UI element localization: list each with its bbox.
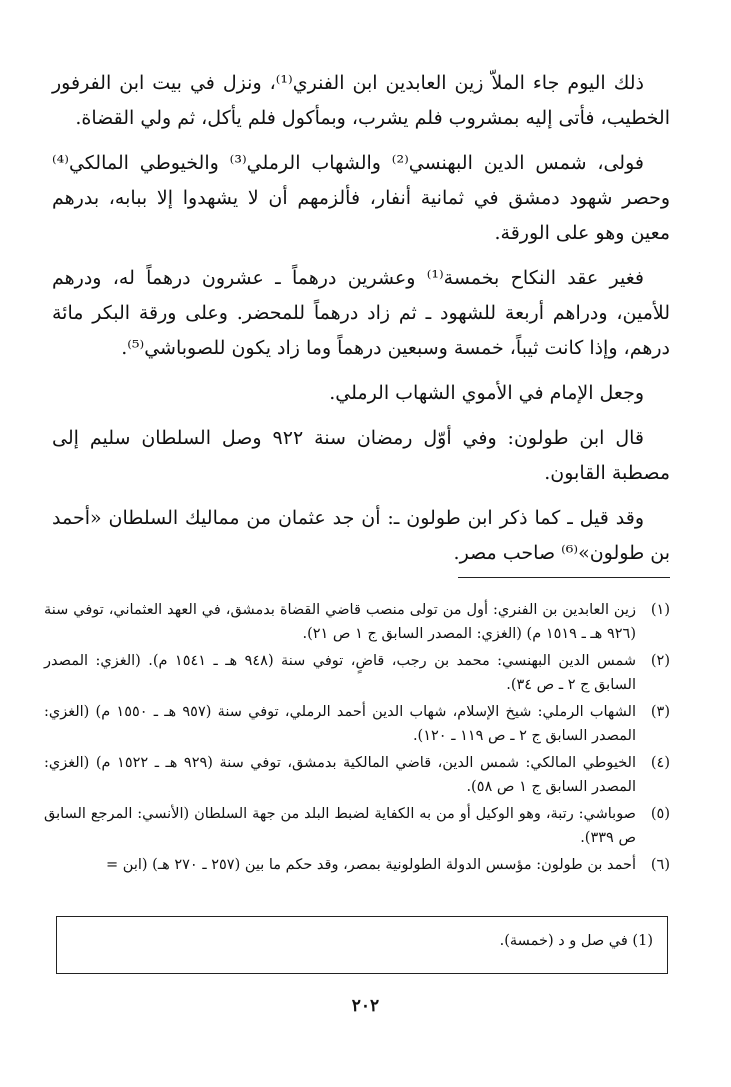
footnote-text: صوباشي: رتبة، وهو الوكيل أو من به الكفاية لضبط البلد من جهة السلطان (الأنسي: المرجع السابق ص ٣٣٩). bbox=[44, 806, 636, 846]
footnote bbox=[44, 649, 670, 697]
footnote-separator bbox=[458, 577, 670, 578]
footnote-number: (٢) bbox=[650, 653, 670, 669]
footnote bbox=[44, 598, 670, 646]
footnote-number: (٥) bbox=[650, 806, 670, 822]
footnote-text: أحمد بن طولون: مؤسس الدولة الطولونية بمصر، وقد حكم ما بين (٢٥٧ ـ ٢٧٠ هـ) (ابن = bbox=[106, 857, 636, 873]
page-number: ٢٠٢ bbox=[351, 996, 380, 1016]
footnote-text: شمس الدين البهنسي: محمد بن رجب، قاضٍ، توفي سنة (٩٤٨ هـ ـ ١٥٤١ م). (الغزي: المصدر السابق ج ٢ ـ ص ٣٤). bbox=[44, 653, 636, 693]
footnote-number: (١) bbox=[650, 602, 670, 618]
footnote-text: زين العابدين بن الفنري: أول من تولى منصب قاضي القضاة بدمشق، في العهد العثماني، توفي سنة (٩٢٦ هـ ـ ١٥١٩ م) (الغزي: المصدر السابق ج ١ ص ٢١). bbox=[44, 602, 636, 642]
footnote-number: (٦) bbox=[650, 857, 670, 873]
footnote bbox=[44, 751, 670, 799]
paragraph-3: فغير عقد النكاح بخمسة⁽¹⁾ وعشرين درهماً ـ عشرون درهماً له، ودرهم للأمين، ودراهم أربعة للشهود ـ ثم زاد درهماً للمحضر. وعلى ورقة البكر مائة درهم، وإذا كانت ثيباً، خمسة وسبعين درهماً وما زاد يكون للصوباشي⁽⁵⁾. bbox=[52, 267, 670, 359]
paragraph-4: وجعل الإمام في الأموي الشهاب الرملي. bbox=[329, 382, 644, 404]
paragraph-1: ذلك اليوم جاء الملاّ زين العابدين ابن الفنري⁽¹⁾، ونزل في بيت ابن الفرفور الخطيب، فأتى إليه بمشروب فلم يشرب، وبمأكول فلم يأكل، ثم ولي القضاة. bbox=[52, 72, 670, 129]
footnote bbox=[44, 853, 670, 877]
footnote-number: (٣) bbox=[650, 704, 670, 720]
footnote bbox=[44, 802, 670, 850]
footnote-number: (٤) bbox=[650, 755, 670, 771]
body-text bbox=[52, 66, 670, 581]
paragraph-5: قال ابن طولون: وفي أوّل رمضان سنة ٩٢٢ وصل السلطان سليم إلى مصطبة القابون. bbox=[52, 427, 670, 484]
footnote-text: الخيوطي المالكي: شمس الدين، قاضي المالكية بدمشق، توفي سنة (٩٢٩ هـ ـ ١٥٢٢ م) (الغزي: المصدر السابق ج ١ ص ٥٨). bbox=[44, 755, 636, 795]
paragraph-2: فولى، شمس الدين البهنسي⁽²⁾ والشهاب الرملي⁽³⁾ والخيوطي المالكي⁽⁴⁾ وحصر شهود دمشق في ثمانية أنفار، فألزمهم أن لا يشهدوا إلا ببابه، بدرهم معين وهو على الورقة. bbox=[52, 152, 670, 244]
paragraph-6: وقد قيل ـ كما ذكر ابن طولون ـ: أن جد عثمان من مماليك السلطان «أحمد بن طولون»⁽⁶⁾ صاحب مصر. bbox=[52, 507, 670, 564]
footnote-text: الشهاب الرملي: شيخ الإسلام، شهاب الدين أحمد الرملي، توفي سنة (٩٥٧ هـ ـ ١٥٥٠ م) (الغزي: المصدر السابق ج ٢ ـ ص ١١٩ ـ ١٢٠). bbox=[44, 704, 636, 744]
manuscript-variant-note: (1) في صل و د (خمسة). bbox=[56, 916, 668, 974]
footnote bbox=[44, 700, 670, 748]
footnotes bbox=[44, 598, 670, 880]
